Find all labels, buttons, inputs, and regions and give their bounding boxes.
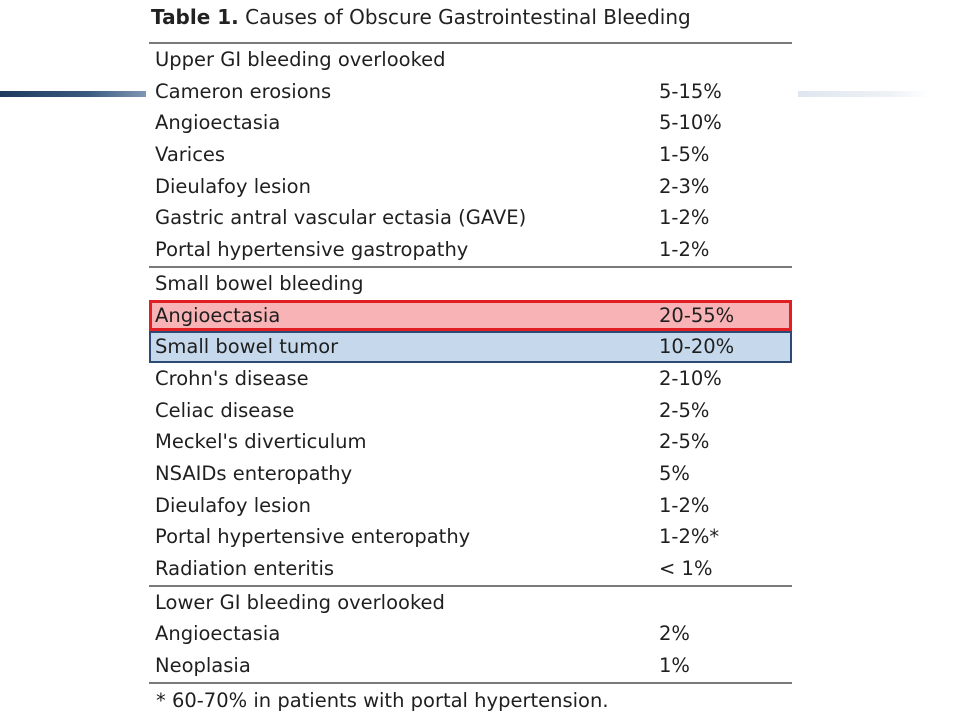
table-title-text: Causes of Obscure Gastrointestinal Bleeding	[245, 5, 691, 29]
percentage-cell: 1-2%	[659, 493, 710, 517]
table-row-highlighted-blue	[149, 331, 792, 363]
table-row	[149, 458, 792, 490]
table-row	[149, 618, 792, 650]
percentage-cell: 2-10%	[659, 366, 722, 390]
section-heading-label: Lower GI bleeding overlooked	[155, 590, 445, 614]
cause-cell: Angioectasia	[155, 111, 281, 135]
section-heading-label: Small bowel bleeding	[155, 271, 364, 295]
percentage-cell: 2-5%	[659, 398, 710, 422]
percentage-cell: 1%	[659, 654, 690, 678]
percentage-cell: 5-10%	[659, 111, 722, 135]
cause-cell: Meckel's diverticulum	[155, 430, 367, 454]
percentage-cell: 5%	[659, 461, 690, 485]
section-heading-small-bowel	[149, 268, 792, 300]
percentage-cell: < 1%	[659, 557, 713, 580]
table-row	[149, 490, 792, 522]
cause-cell: Neoplasia	[155, 654, 251, 678]
table-row	[149, 139, 792, 171]
table-row	[149, 521, 792, 553]
table-row	[149, 76, 792, 108]
table-title-label: Table 1.	[151, 5, 239, 29]
cause-cell: Angioectasia	[155, 622, 281, 646]
table-row	[149, 202, 792, 234]
table-row	[149, 395, 792, 427]
cause-cell: Angioectasia	[155, 303, 281, 327]
percentage-cell: 2%	[659, 622, 690, 646]
percentage-cell: 5-15%	[659, 79, 722, 103]
percentage-cell: 10-20%	[659, 335, 735, 359]
percentage-cell: 1-2%	[659, 206, 710, 230]
cause-cell: Dieulafoy lesion	[155, 174, 311, 198]
cause-cell: Radiation enteritis	[155, 557, 335, 580]
cause-cell: NSAIDs enteropathy	[155, 461, 353, 485]
cause-cell: Dieulafoy lesion	[155, 493, 311, 517]
section-heading-upper-gi	[149, 44, 792, 76]
cause-cell: Portal hypertensive gastropathy	[155, 238, 469, 262]
section-heading-label: Upper GI bleeding overlooked	[155, 48, 446, 71]
cause-cell: Crohn's disease	[155, 366, 309, 390]
table-bottom-rule	[149, 682, 792, 684]
table-footnote: * 60-70% in patients with portal hypertension.	[156, 689, 609, 712]
table-row	[149, 553, 792, 585]
percentage-cell: 1-5%	[659, 143, 710, 167]
cause-cell: Gastric antral vascular ectasia (GAVE)	[155, 206, 527, 230]
cause-cell: Celiac disease	[155, 398, 295, 422]
table-row	[149, 171, 792, 203]
decorative-bar-right	[798, 91, 930, 97]
percentage-cell: 1-2%*	[659, 525, 720, 549]
causes-table	[149, 42, 792, 684]
cause-cell: Varices	[155, 143, 226, 167]
percentage-cell: 1-2%	[659, 238, 710, 262]
decorative-bar-left	[0, 91, 146, 97]
percentage-cell: 20-55%	[659, 303, 735, 327]
table-row-highlighted-red	[149, 300, 792, 332]
table-row	[149, 650, 792, 682]
cause-cell: Portal hypertensive enteropathy	[155, 525, 471, 549]
cause-cell: Cameron erosions	[155, 79, 332, 103]
table-row	[149, 107, 792, 139]
table-title	[151, 4, 691, 30]
table-row	[149, 426, 792, 458]
table-row	[149, 234, 792, 266]
cause-cell: Small bowel tumor	[155, 335, 339, 359]
table-row	[149, 363, 792, 395]
section-heading-lower-gi	[149, 587, 792, 619]
percentage-cell: 2-3%	[659, 174, 710, 198]
percentage-cell: 2-5%	[659, 430, 710, 454]
